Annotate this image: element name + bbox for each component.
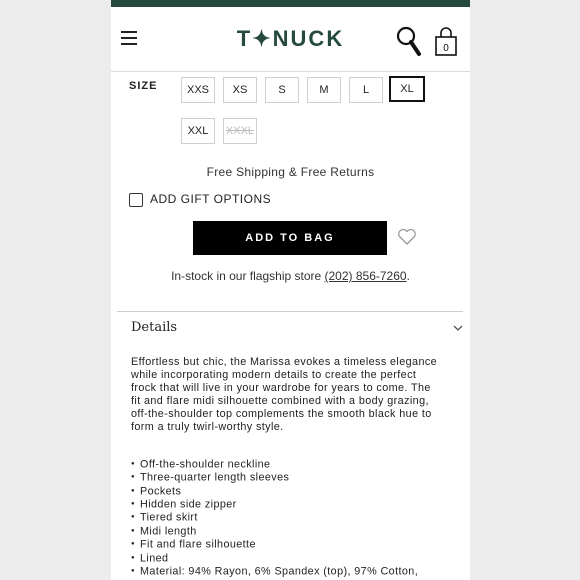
list-item: ● Three-quarter length sleeves — [131, 471, 461, 484]
list-item: ● Midi length — [131, 525, 461, 538]
instock-note — [111, 269, 470, 283]
size-option-xl[interactable]: XL — [389, 76, 425, 102]
instock-suffix: . — [406, 269, 410, 283]
size-option-xxs[interactable]: XXS — [181, 77, 215, 103]
heart-icon[interactable] — [397, 228, 417, 246]
list-item: ● Lined — [131, 552, 461, 565]
store-phone-link[interactable]: (202) 856-7260 — [324, 269, 407, 283]
size-option-s[interactable]: S — [265, 77, 299, 103]
add-to-bag-button[interactable]: ADD TO BAG — [193, 221, 387, 255]
list-item: ● Hidden side zipper — [131, 498, 461, 511]
list-item: ● Fit and flare silhouette — [131, 538, 461, 551]
list-item: ● Material: 94% Rayon, 6% Spandex (top), 97% Cotton, — [131, 565, 461, 578]
bag-count: 0 — [443, 43, 449, 54]
size-label: SIZE — [129, 80, 158, 92]
shipping-info: Free Shipping & Free Returns — [206, 165, 375, 179]
details-heading[interactable]: Details — [131, 320, 178, 335]
gift-options-checkbox[interactable] — [129, 193, 143, 207]
instock-text: In-stock in our flagship store — [171, 269, 325, 283]
size-option-m[interactable]: M — [307, 77, 341, 103]
product-page — [111, 0, 470, 580]
size-option-xxxl: XXXL — [223, 118, 257, 144]
details-description: Effortless but chic, the Marissa evokes a timeless elegance while incorporating modern details to create the perfect frock that will live in your wardrobe for years to come. The fit and flare midi silhouette combined with a body grazing, off-the-shoulder top complements the smooth black hue to form a truly twirl-worthy style. — [131, 356, 438, 433]
list-item: ● Tiered skirt — [131, 511, 461, 524]
chevron-down-icon[interactable] — [453, 324, 463, 332]
bag-icon[interactable] — [434, 27, 458, 57]
list-item: ● Pockets — [131, 485, 461, 498]
brand-logo[interactable]: T✦NUCK — [236, 26, 345, 51]
top-accent-bar — [111, 0, 470, 7]
size-option-xs[interactable]: XS — [223, 77, 257, 103]
gift-options-label[interactable]: ADD GIFT OPTIONS — [150, 192, 272, 206]
site-header — [111, 7, 470, 72]
size-option-l[interactable]: L — [349, 77, 383, 103]
section-divider — [117, 311, 463, 312]
search-icon[interactable] — [395, 25, 423, 57]
size-option-xxl[interactable]: XXL — [181, 118, 215, 144]
details-bullet-list — [131, 458, 461, 578]
list-item: ● Off-the-shoulder neckline — [131, 458, 461, 471]
